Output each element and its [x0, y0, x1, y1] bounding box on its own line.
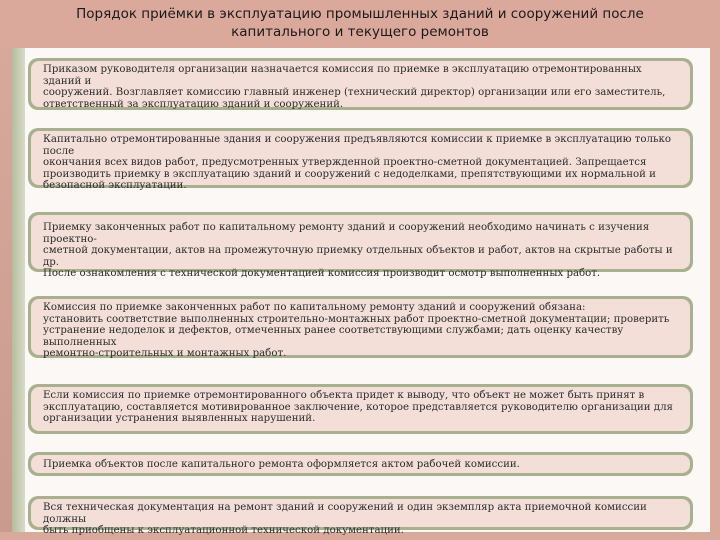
- text-block-4: [28, 296, 693, 358]
- text-block-5: [28, 384, 693, 434]
- text-block-7-line-2: быть приобщены к эксплуатационной технической документации.: [43, 525, 404, 537]
- text-block-2-line-2: окончания всех видов работ, предусмотренных утвержденной проектно-сметной документацией. Запрещается: [43, 157, 647, 169]
- text-block-4-line-2: установить соответствие выполненных строительно-монтажных работ проектно-сметной документации; проверить: [43, 313, 670, 325]
- text-block-2: [28, 128, 693, 192]
- slide-title-line-1: Порядок приёмки в эксплуатацию промышленных зданий и сооружений после: [76, 6, 644, 22]
- text-block-4-line-1: Комиссия по приемке законченных работ по капитальному ремонту зданий и сооружений обязана:: [43, 302, 586, 313]
- text-block-2-line-4: безопасной эксплуатации.: [43, 180, 187, 192]
- text-block-2-line-1: Капитально отремонтированные здания и сооружения предъявляются комиссии к приемке в эксплуатацию только после: [43, 134, 672, 157]
- text-block-3-line-1: Приемку законченных работ по капитальному ремонту зданий и сооружений необходимо начинать с изучения проектно-: [43, 222, 650, 245]
- text-block-4-line-3: устранение недоделок и дефектов, отмеченных ранее соответствующими службами; дать оценку качеству выполненных: [43, 325, 624, 348]
- text-block-5-line-1: Если комиссия по приемке отремонтированного объекта придет к выводу, что объект не может быть принят в: [43, 390, 645, 401]
- text-block-3-line-2: сметной документации, актов на промежуточную приемку отдельных объектов и работ, актов на скрытые работы и др.: [43, 245, 673, 268]
- slide-title-line-2: капитального и текущего ремонтов: [231, 24, 489, 40]
- left-decor-strip: [0, 48, 12, 540]
- text-block-4-line-4: ремонтно-строительных и монтажных работ.: [43, 348, 287, 360]
- text-block-6-line-1: Приемка объектов после капитального ремонта оформляется актом рабочей комиссии.: [43, 459, 520, 470]
- slide-title: [0, 0, 720, 48]
- text-block-2-line-3: производить приемку в эксплуатацию зданий и сооружений с недоделками, препятствующими их нормальной и: [43, 168, 656, 180]
- text-block-1-line-2: сооружений. Возглавляет комиссию главный инженер (технический директор) организации или его заместитель,: [43, 87, 666, 99]
- text-block-6: [28, 452, 693, 476]
- text-block-1-line-3: ответственный за эксплуатацию зданий и сооружений.: [43, 98, 344, 110]
- vertical-rail: [12, 48, 25, 532]
- text-block-3: [28, 212, 693, 280]
- text-block-7: [28, 496, 693, 537]
- right-decor-strip: [710, 48, 720, 540]
- text-block-1: [28, 58, 693, 110]
- text-block-7-line-1: Вся техническая документация на ремонт зданий и сооружений и один экземпляр акта приемочной комиссии должны: [43, 502, 647, 525]
- text-block-1-line-1: Приказом руководителя организации назначается комиссия по приемке в эксплуатацию отремонтированных зданий и: [43, 64, 642, 87]
- text-block-5-line-2: эксплуатацию, составляется мотивированное заключение, которое представляется руководителю организации для: [43, 401, 673, 413]
- text-block-3-line-3: После ознакомления с технической документацией комиссия производит осмотр выполненных работ.: [43, 268, 601, 280]
- text-block-5-line-3: организации устранения выявленных нарушений.: [43, 413, 316, 425]
